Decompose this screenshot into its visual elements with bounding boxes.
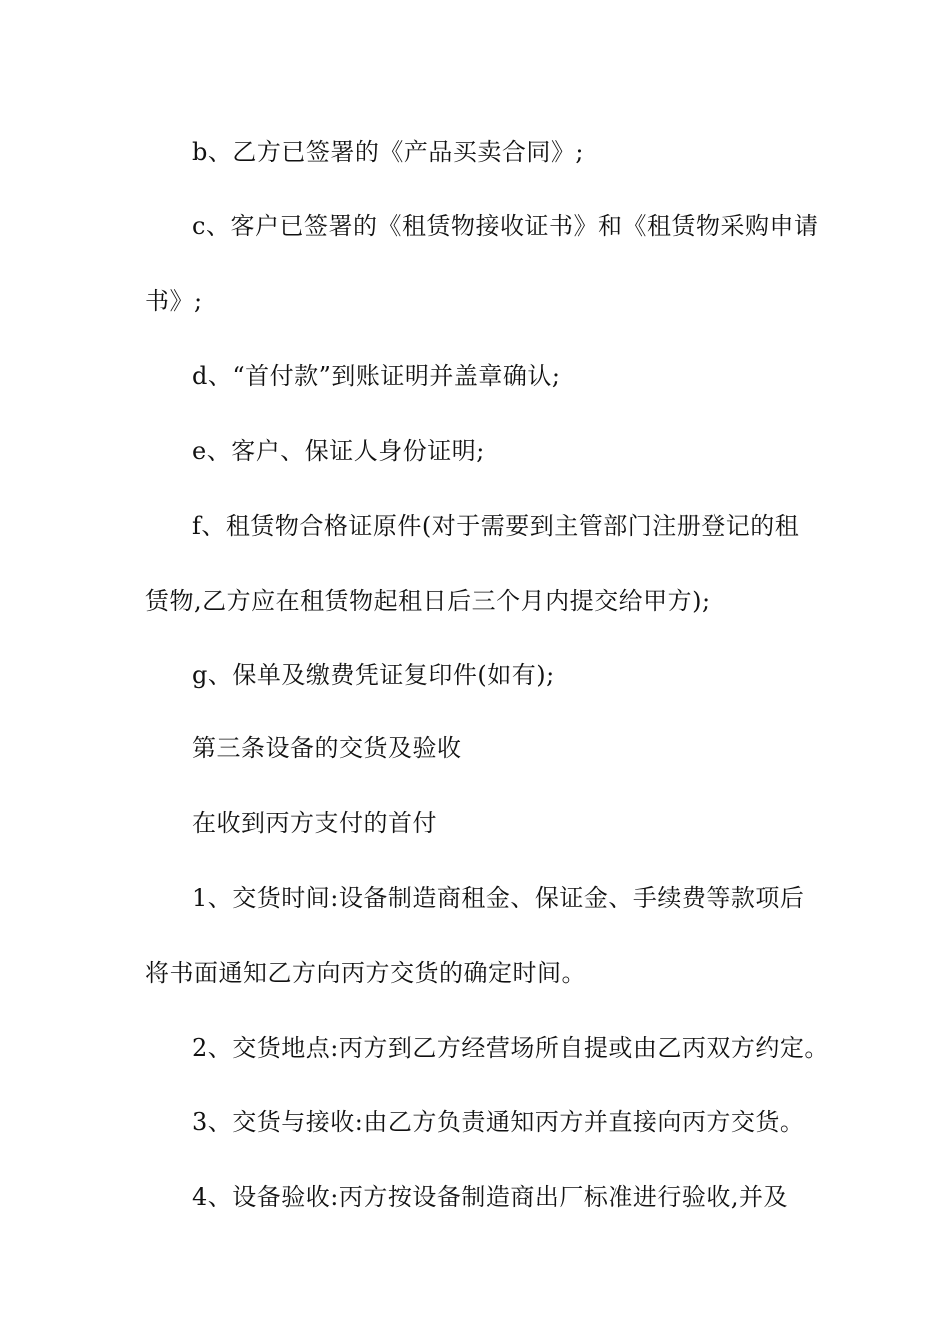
clause-d-down-payment-proof: d、“首付款”到账证明并盖章确认; xyxy=(192,362,561,390)
item-2-delivery-place: 2、交货地点:丙方到乙方经营场所自提或由乙丙双方约定。 xyxy=(192,1034,829,1062)
paragraph-upon-receipt: 在收到丙方支付的首付 xyxy=(192,809,437,837)
clause-f-continuation: 赁物,乙方应在租赁物起租日后三个月内提交给甲方); xyxy=(145,587,711,615)
clause-e-identity-proof: e、客户、保证人身份证明; xyxy=(192,437,485,465)
clause-g-insurance-copy: g、保单及缴费凭证复印件(如有); xyxy=(192,661,555,689)
clause-b-signed-sales-contract: b、乙方已签署的《产品买卖合同》; xyxy=(192,138,584,166)
item-1-continuation: 将书面通知乙方向丙方交货的确定时间。 xyxy=(145,959,586,987)
article-three-heading: 第三条设备的交货及验收 xyxy=(192,734,462,762)
item-3-delivery-receipt: 3、交货与接收:由乙方负责通知丙方并直接向丙方交货。 xyxy=(192,1108,805,1136)
item-4-equipment-acceptance: 4、设备验收:丙方按设备制造商出厂标准进行验收,并及 xyxy=(192,1183,788,1211)
clause-c-customer-certificates: c、客户已签署的《租赁物接收证书》和《租赁物采购申请 xyxy=(192,212,819,240)
clause-c-continuation: 书》; xyxy=(145,287,203,315)
clause-f-certificate-original: f、租赁物合格证原件(对于需要到主管部门注册登记的租 xyxy=(192,512,800,540)
item-1-delivery-time: 1、交货时间:设备制造商租金、保证金、手续费等款项后 xyxy=(192,884,805,912)
